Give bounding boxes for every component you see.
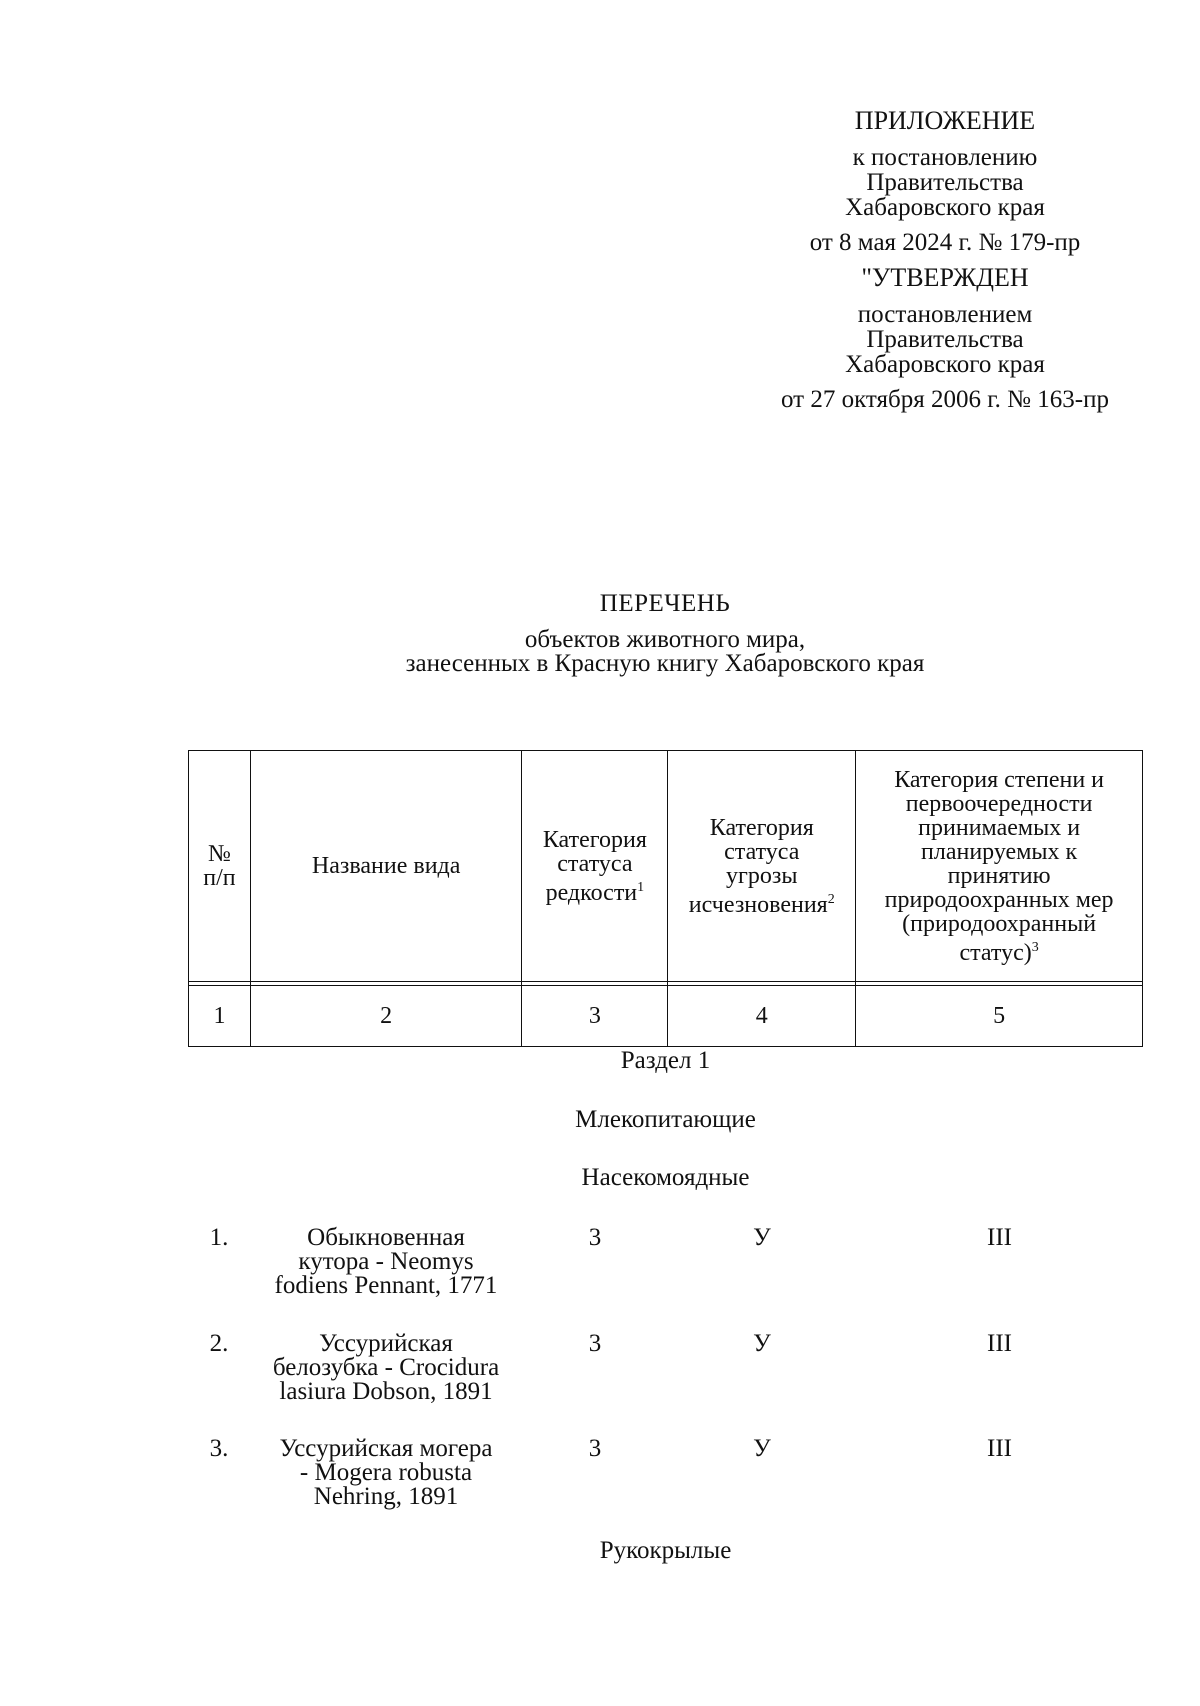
threat-category: У — [753, 1330, 771, 1357]
approval-block — [730, 108, 1160, 412]
species-table-header — [188, 750, 1143, 1047]
list-item — [188, 1332, 1143, 1412]
header-species-name: Название вида — [250, 751, 522, 982]
footnote-3: 3 — [1031, 939, 1039, 955]
column-number-row — [189, 986, 1143, 1047]
footnote-2: 2 — [827, 891, 835, 907]
protection-status: III — [987, 1330, 1012, 1357]
species-name: Обыкновенная кутора - Neomys fodiens Pennant, 1771 — [274, 1224, 498, 1299]
approved-by-date: от 27 октября 2006 г. № 163-пр — [781, 386, 1109, 413]
header-protection-status: Категория степени и первоочередности принимаемых и планируемых к принятию природоохранных мер (природоохранный статус)$^3$ — [856, 751, 1143, 982]
footnote-1: 1 — [637, 879, 645, 895]
title-main: ПЕРЕЧЕНЬ — [599, 590, 731, 617]
order-heading: Рукокрылые — [599, 1537, 732, 1564]
species-number: 2. — [209, 1330, 229, 1357]
threat-category: У — [753, 1435, 771, 1462]
document-title — [300, 592, 1030, 676]
species-number: 1. — [209, 1224, 229, 1251]
rarity-category: 3 — [588, 1330, 602, 1357]
title-line-1: объектов животного мира, — [524, 626, 806, 653]
approved-by-line-2: Правительства — [866, 326, 1024, 353]
column-number: 1 — [189, 986, 251, 1047]
column-number: 2 — [250, 986, 522, 1047]
to-resolution-line-1: к постановлению — [852, 144, 1038, 171]
list-item — [188, 1437, 1143, 1517]
species-name: Уссурийская белозубка - Crocidura lasiura Dobson, 1891 — [272, 1330, 500, 1405]
header-row — [189, 751, 1143, 982]
to-resolution-line-3: Хабаровского края — [845, 194, 1045, 221]
approved-label: "УТВЕРЖДЕН — [861, 263, 1029, 292]
header-threat-category: Категория статуса угрозы исчезновения$^2$ — [668, 751, 856, 982]
class-heading: Млекопитающие — [575, 1106, 756, 1133]
order-heading: Насекомоядные — [581, 1164, 750, 1191]
approved-by-line-1: постановлением — [857, 301, 1033, 328]
species-name: Уссурийская могера - Mogera robusta Nehring, 1891 — [279, 1435, 493, 1510]
to-resolution-date: от 8 мая 2024 г. № 179-пр — [809, 229, 1081, 256]
approved-by-line-3: Хабаровского края — [845, 351, 1045, 378]
rarity-category: 3 — [588, 1435, 602, 1462]
protection-status: III — [987, 1435, 1012, 1462]
column-number: 5 — [856, 986, 1143, 1047]
section-heading: Раздел 1 — [620, 1047, 711, 1074]
header-number: № п/п — [189, 751, 251, 982]
header-rarity-category: Категория статуса редкости$^1$ — [522, 751, 668, 982]
species-number: 3. — [209, 1435, 229, 1462]
appendix-label: ПРИЛОЖЕНИЕ — [854, 106, 1036, 135]
column-number: 4 — [668, 986, 856, 1047]
to-resolution-line-2: Правительства — [866, 169, 1024, 196]
title-line-2: занесенных в Красную книгу Хабаровского края — [405, 650, 925, 677]
column-number: 3 — [522, 986, 668, 1047]
threat-category: У — [753, 1224, 771, 1251]
list-item — [188, 1226, 1143, 1306]
protection-status: III — [987, 1224, 1012, 1251]
rarity-category: 3 — [588, 1224, 602, 1251]
